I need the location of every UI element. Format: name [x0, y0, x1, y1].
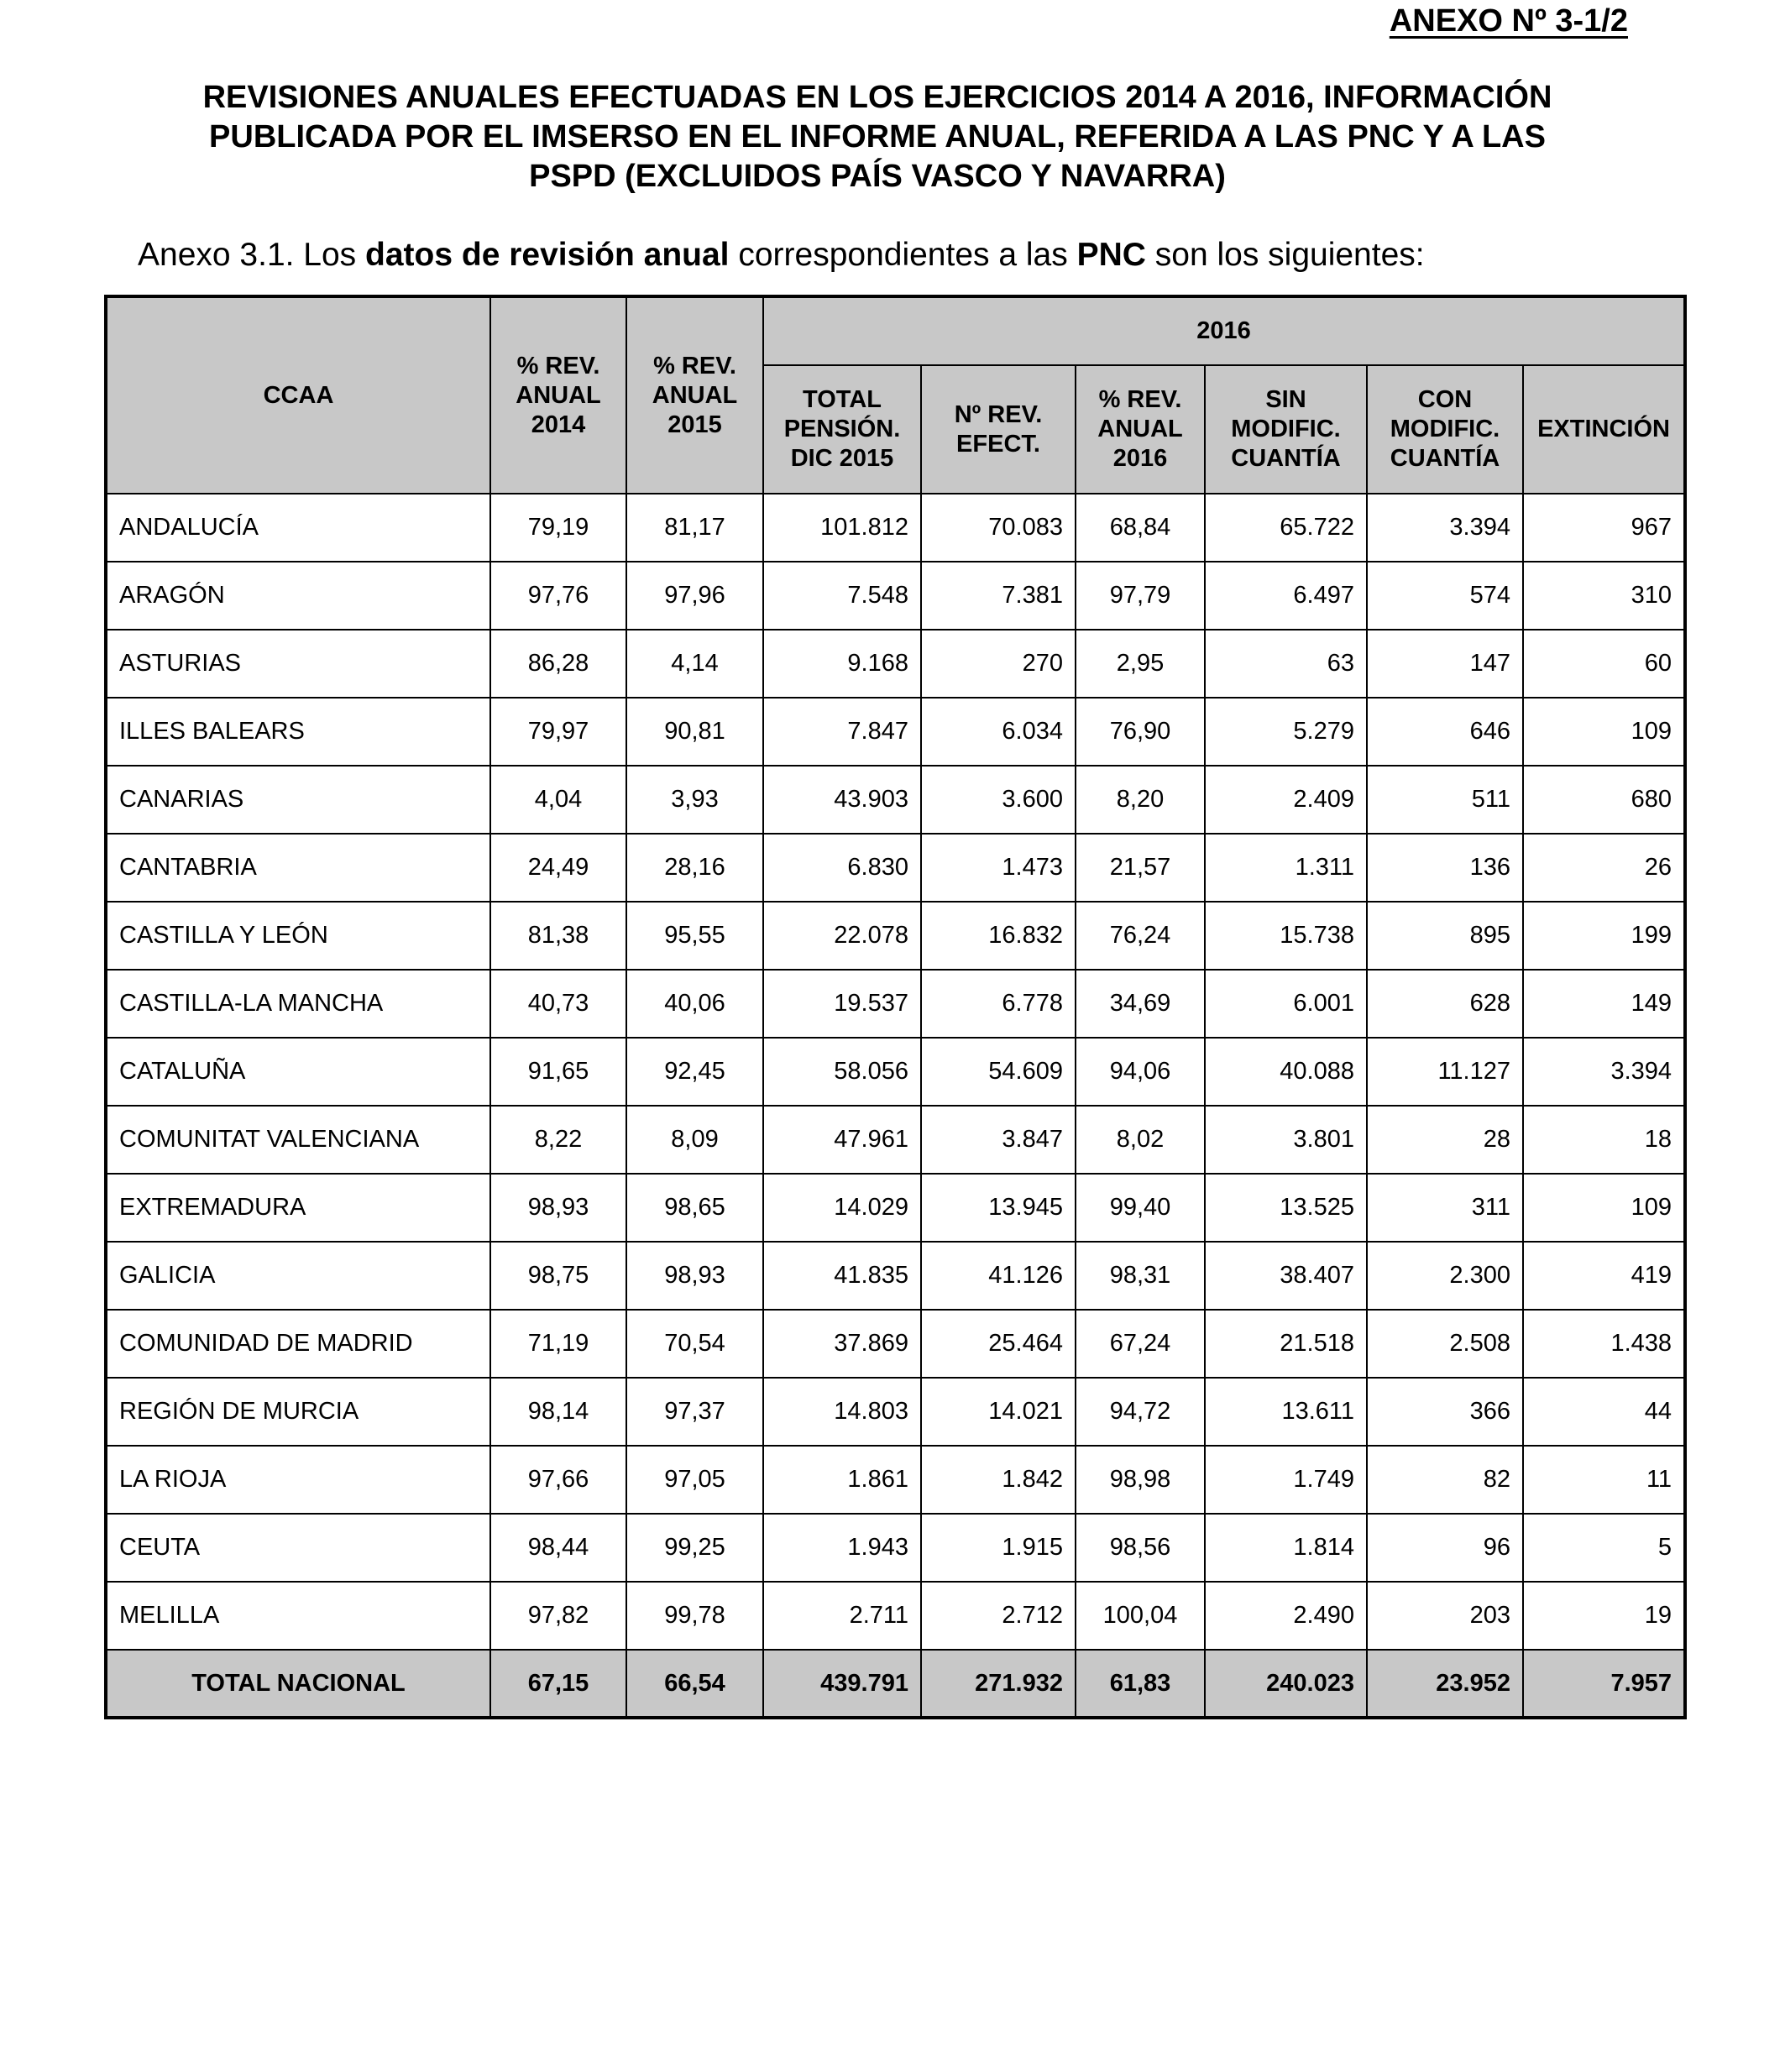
header-ccaa: CCAA [106, 296, 490, 494]
cell-ccaa: REGIÓN DE MURCIA [106, 1378, 490, 1446]
cell-rev-2016: 8,20 [1076, 766, 1205, 834]
cell-ccaa: TOTAL NACIONAL [106, 1650, 490, 1718]
cell-sin-modif: 1.749 [1205, 1446, 1367, 1514]
header-con-modif: CON MODIFIC. CUANTÍA [1367, 365, 1523, 494]
cell-rev-2015: 98,93 [626, 1242, 763, 1310]
cell-con-modif: 82 [1367, 1446, 1523, 1514]
cell-total-pension: 2.711 [763, 1582, 921, 1650]
cell-extincion: 109 [1523, 698, 1685, 766]
cell-ccaa: GALICIA [106, 1242, 490, 1310]
cell-rev-2016: 61,83 [1076, 1650, 1205, 1718]
cell-extincion: 18 [1523, 1106, 1685, 1174]
cell-ccaa: CANTABRIA [106, 834, 490, 902]
table-row [106, 1242, 1685, 1310]
header-sin-modif: SIN MODIFIC. CUANTÍA [1205, 365, 1367, 494]
cell-rev-2015: 28,16 [626, 834, 763, 902]
cell-rev-2016: 98,98 [1076, 1446, 1205, 1514]
cell-n-rev: 3.847 [921, 1106, 1076, 1174]
cell-total-pension: 58.056 [763, 1038, 921, 1106]
cell-total-pension: 14.029 [763, 1174, 921, 1242]
cell-extincion: 149 [1523, 970, 1685, 1038]
cell-total-pension: 1.943 [763, 1514, 921, 1582]
cell-total-pension: 41.835 [763, 1242, 921, 1310]
cell-ccaa: ANDALUCÍA [106, 494, 490, 562]
cell-con-modif: 23.952 [1367, 1650, 1523, 1718]
cell-extincion: 7.957 [1523, 1650, 1685, 1718]
cell-sin-modif: 63 [1205, 630, 1367, 698]
cell-con-modif: 28 [1367, 1106, 1523, 1174]
cell-sin-modif: 1.814 [1205, 1514, 1367, 1582]
cell-n-rev: 25.464 [921, 1310, 1076, 1378]
intro-text: Anexo 3.1. Los [138, 237, 366, 273]
table-row [106, 630, 1685, 698]
cell-n-rev: 6.034 [921, 698, 1076, 766]
cell-extincion: 3.394 [1523, 1038, 1685, 1106]
cell-rev-2014: 98,93 [490, 1174, 626, 1242]
table-row [106, 1514, 1685, 1582]
cell-sin-modif: 38.407 [1205, 1242, 1367, 1310]
cell-ccaa: ASTURIAS [106, 630, 490, 698]
cell-ccaa: COMUNIDAD DE MADRID [106, 1310, 490, 1378]
cell-rev-2015: 81,17 [626, 494, 763, 562]
cell-sin-modif: 65.722 [1205, 494, 1367, 562]
cell-sin-modif: 13.525 [1205, 1174, 1367, 1242]
cell-con-modif: 11.127 [1367, 1038, 1523, 1106]
table-row [106, 698, 1685, 766]
title-line: PUBLICADA POR EL IMSERSO EN EL INFORME ANUAL, REFERIDA A LAS PNC Y A LAS [209, 119, 1546, 154]
cell-rev-2015: 4,14 [626, 630, 763, 698]
header-extincion: EXTINCIÓN [1523, 365, 1685, 494]
cell-n-rev: 270 [921, 630, 1076, 698]
table-row [106, 1582, 1685, 1650]
cell-total-pension: 37.869 [763, 1310, 921, 1378]
table-body [106, 494, 1685, 1718]
cell-total-pension: 7.548 [763, 562, 921, 630]
cell-extincion: 44 [1523, 1378, 1685, 1446]
cell-total-pension: 1.861 [763, 1446, 921, 1514]
cell-rev-2016: 8,02 [1076, 1106, 1205, 1174]
table-row [106, 1310, 1685, 1378]
cell-ccaa: CASTILLA-LA MANCHA [106, 970, 490, 1038]
cell-rev-2014: 97,66 [490, 1446, 626, 1514]
cell-con-modif: 895 [1367, 902, 1523, 970]
cell-extincion: 60 [1523, 630, 1685, 698]
cell-sin-modif: 1.311 [1205, 834, 1367, 902]
cell-total-pension: 6.830 [763, 834, 921, 902]
cell-rev-2014: 79,97 [490, 698, 626, 766]
cell-sin-modif: 5.279 [1205, 698, 1367, 766]
table-row [106, 902, 1685, 970]
cell-con-modif: 3.394 [1367, 494, 1523, 562]
cell-rev-2015: 95,55 [626, 902, 763, 970]
title-line: REVISIONES ANUALES EFECTUADAS EN LOS EJERCICIOS 2014 A 2016, INFORMACIÓN [202, 80, 1552, 115]
cell-n-rev: 3.600 [921, 766, 1076, 834]
header-total-pension: TOTAL PENSIÓN. DIC 2015 [763, 365, 921, 494]
cell-con-modif: 574 [1367, 562, 1523, 630]
cell-total-pension: 7.847 [763, 698, 921, 766]
cell-sin-modif: 13.611 [1205, 1378, 1367, 1446]
header-rev-2014: % REV. ANUAL 2014 [490, 296, 626, 494]
cell-rev-2016: 2,95 [1076, 630, 1205, 698]
cell-total-pension: 22.078 [763, 902, 921, 970]
cell-rev-2016: 76,90 [1076, 698, 1205, 766]
cell-total-pension: 101.812 [763, 494, 921, 562]
table-row [106, 834, 1685, 902]
intro-text: son los siguientes: [1145, 237, 1425, 273]
cell-rev-2014: 24,49 [490, 834, 626, 902]
cell-ccaa: CEUTA [106, 1514, 490, 1582]
intro-bold-text: datos de revisión anual [365, 237, 730, 273]
cell-extincion: 199 [1523, 902, 1685, 970]
cell-rev-2014: 81,38 [490, 902, 626, 970]
cell-rev-2015: 70,54 [626, 1310, 763, 1378]
cell-con-modif: 203 [1367, 1582, 1523, 1650]
table-row [106, 494, 1685, 562]
cell-extincion: 5 [1523, 1514, 1685, 1582]
cell-sin-modif: 2.490 [1205, 1582, 1367, 1650]
cell-rev-2014: 79,19 [490, 494, 626, 562]
document-title [101, 78, 1654, 196]
cell-sin-modif: 3.801 [1205, 1106, 1367, 1174]
header-year-2016: 2016 [763, 296, 1685, 365]
cell-rev-2014: 97,82 [490, 1582, 626, 1650]
cell-total-pension: 14.803 [763, 1378, 921, 1446]
table-row [106, 1378, 1685, 1446]
cell-sin-modif: 240.023 [1205, 1650, 1367, 1718]
cell-rev-2016: 76,24 [1076, 902, 1205, 970]
cell-rev-2014: 97,76 [490, 562, 626, 630]
cell-n-rev: 54.609 [921, 1038, 1076, 1106]
intro-paragraph [138, 237, 1425, 274]
cell-rev-2015: 40,06 [626, 970, 763, 1038]
pnc-revision-table [104, 295, 1687, 1719]
cell-extincion: 419 [1523, 1242, 1685, 1310]
cell-total-pension: 9.168 [763, 630, 921, 698]
cell-con-modif: 136 [1367, 834, 1523, 902]
cell-extincion: 11 [1523, 1446, 1685, 1514]
cell-rev-2014: 4,04 [490, 766, 626, 834]
cell-rev-2014: 8,22 [490, 1106, 626, 1174]
table-row [106, 1446, 1685, 1514]
cell-con-modif: 147 [1367, 630, 1523, 698]
cell-rev-2014: 40,73 [490, 970, 626, 1038]
cell-ccaa: ARAGÓN [106, 562, 490, 630]
cell-n-rev: 41.126 [921, 1242, 1076, 1310]
cell-n-rev: 14.021 [921, 1378, 1076, 1446]
cell-con-modif: 646 [1367, 698, 1523, 766]
cell-rev-2015: 99,78 [626, 1582, 763, 1650]
cell-n-rev: 16.832 [921, 902, 1076, 970]
cell-ccaa: EXTREMADURA [106, 1174, 490, 1242]
cell-rev-2016: 100,04 [1076, 1582, 1205, 1650]
cell-rev-2016: 94,06 [1076, 1038, 1205, 1106]
cell-rev-2015: 97,96 [626, 562, 763, 630]
cell-con-modif: 96 [1367, 1514, 1523, 1582]
cell-rev-2015: 66,54 [626, 1650, 763, 1718]
cell-n-rev: 1.842 [921, 1446, 1076, 1514]
cell-sin-modif: 15.738 [1205, 902, 1367, 970]
cell-rev-2014: 98,75 [490, 1242, 626, 1310]
cell-rev-2014: 86,28 [490, 630, 626, 698]
header-rev-2015: % REV. ANUAL 2015 [626, 296, 763, 494]
table-row [106, 1106, 1685, 1174]
cell-sin-modif: 2.409 [1205, 766, 1367, 834]
cell-rev-2015: 92,45 [626, 1038, 763, 1106]
cell-rev-2016: 99,40 [1076, 1174, 1205, 1242]
cell-sin-modif: 21.518 [1205, 1310, 1367, 1378]
header-n-rev: Nº REV. EFECT. [921, 365, 1076, 494]
cell-con-modif: 511 [1367, 766, 1523, 834]
intro-bold-text: PNC [1076, 237, 1146, 273]
cell-rev-2014: 98,44 [490, 1514, 626, 1582]
cell-extincion: 310 [1523, 562, 1685, 630]
cell-ccaa: COMUNITAT VALENCIANA [106, 1106, 490, 1174]
cell-n-rev: 7.381 [921, 562, 1076, 630]
cell-con-modif: 628 [1367, 970, 1523, 1038]
cell-n-rev: 1.915 [921, 1514, 1076, 1582]
cell-rev-2016: 21,57 [1076, 834, 1205, 902]
cell-con-modif: 366 [1367, 1378, 1523, 1446]
cell-rev-2015: 8,09 [626, 1106, 763, 1174]
cell-ccaa: ILLES BALEARS [106, 698, 490, 766]
cell-sin-modif: 40.088 [1205, 1038, 1367, 1106]
cell-sin-modif: 6.497 [1205, 562, 1367, 630]
cell-total-pension: 47.961 [763, 1106, 921, 1174]
table-row [106, 562, 1685, 630]
title-line: PSPD (EXCLUIDOS PAÍS VASCO Y NAVARRA) [529, 159, 1226, 194]
cell-rev-2015: 90,81 [626, 698, 763, 766]
cell-total-pension: 439.791 [763, 1650, 921, 1718]
intro-text: correspondientes a las [729, 237, 1077, 273]
cell-rev-2016: 34,69 [1076, 970, 1205, 1038]
table-row [106, 766, 1685, 834]
cell-rev-2014: 91,65 [490, 1038, 626, 1106]
total-row [106, 1650, 1685, 1718]
cell-n-rev: 271.932 [921, 1650, 1076, 1718]
header-rev-2016: % REV. ANUAL 2016 [1076, 365, 1205, 494]
cell-n-rev: 2.712 [921, 1582, 1076, 1650]
cell-extincion: 967 [1523, 494, 1685, 562]
annex-reference: ANEXO Nº 3-1/2 [1389, 3, 1628, 39]
cell-ccaa: CASTILLA Y LEÓN [106, 902, 490, 970]
cell-ccaa: MELILLA [106, 1582, 490, 1650]
cell-rev-2015: 3,93 [626, 766, 763, 834]
table-row [106, 970, 1685, 1038]
cell-n-rev: 70.083 [921, 494, 1076, 562]
cell-extincion: 1.438 [1523, 1310, 1685, 1378]
cell-extincion: 109 [1523, 1174, 1685, 1242]
cell-rev-2015: 99,25 [626, 1514, 763, 1582]
cell-con-modif: 311 [1367, 1174, 1523, 1242]
cell-con-modif: 2.300 [1367, 1242, 1523, 1310]
cell-extincion: 26 [1523, 834, 1685, 902]
cell-extincion: 19 [1523, 1582, 1685, 1650]
cell-n-rev: 1.473 [921, 834, 1076, 902]
cell-rev-2016: 98,31 [1076, 1242, 1205, 1310]
cell-rev-2016: 97,79 [1076, 562, 1205, 630]
cell-con-modif: 2.508 [1367, 1310, 1523, 1378]
table-row [106, 1038, 1685, 1106]
cell-rev-2016: 68,84 [1076, 494, 1205, 562]
cell-rev-2014: 67,15 [490, 1650, 626, 1718]
cell-ccaa: CATALUÑA [106, 1038, 490, 1106]
cell-n-rev: 13.945 [921, 1174, 1076, 1242]
cell-rev-2014: 98,14 [490, 1378, 626, 1446]
cell-total-pension: 43.903 [763, 766, 921, 834]
cell-ccaa: CANARIAS [106, 766, 490, 834]
cell-extincion: 680 [1523, 766, 1685, 834]
cell-rev-2014: 71,19 [490, 1310, 626, 1378]
cell-total-pension: 19.537 [763, 970, 921, 1038]
cell-sin-modif: 6.001 [1205, 970, 1367, 1038]
cell-rev-2016: 67,24 [1076, 1310, 1205, 1378]
cell-rev-2015: 97,37 [626, 1378, 763, 1446]
cell-ccaa: LA RIOJA [106, 1446, 490, 1514]
cell-rev-2016: 94,72 [1076, 1378, 1205, 1446]
cell-rev-2015: 98,65 [626, 1174, 763, 1242]
table-row [106, 1174, 1685, 1242]
cell-rev-2016: 98,56 [1076, 1514, 1205, 1582]
cell-n-rev: 6.778 [921, 970, 1076, 1038]
cell-rev-2015: 97,05 [626, 1446, 763, 1514]
